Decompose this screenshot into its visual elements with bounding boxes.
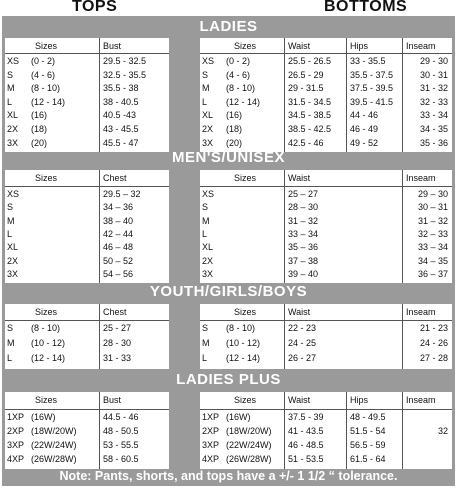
table-row xyxy=(200,425,452,439)
table-cell: (12 - 14) xyxy=(31,353,66,363)
table-cell: 28 - 30 xyxy=(103,338,132,348)
table-cell: L xyxy=(202,96,208,107)
table-cell: L xyxy=(7,353,13,363)
table-row xyxy=(5,55,169,69)
table-cell: 33 - 34 xyxy=(419,110,448,121)
table-row xyxy=(5,82,169,96)
table-cell: 48 - 50.5 xyxy=(103,426,139,436)
column-header: Sizes xyxy=(35,41,58,51)
table-cell: 29.5 – 32 xyxy=(103,189,141,199)
table-cell: 26.5 - 29 xyxy=(288,69,324,80)
table-cell: 61.5 - 64 xyxy=(350,454,386,464)
table-cell: S xyxy=(7,202,14,213)
table-cell: 44 - 46 xyxy=(350,110,379,121)
table-cell: 35 – 36 xyxy=(288,242,319,253)
table-cell: XL xyxy=(7,110,19,121)
table-row xyxy=(200,241,452,254)
table-row xyxy=(200,123,452,137)
tops-heading: TOPS xyxy=(72,0,118,15)
table-cell: 30 - 31 xyxy=(419,69,448,80)
table-cell: (10 - 12) xyxy=(226,338,261,348)
table-row xyxy=(5,228,169,241)
table-cell: (8 - 10) xyxy=(226,83,256,94)
ladies-tops-table xyxy=(5,38,169,152)
table-cell: 41 - 43.5 xyxy=(288,426,324,436)
table-cell: 38 - 40.5 xyxy=(103,96,139,107)
table-row xyxy=(200,109,452,123)
header-divider xyxy=(200,53,452,54)
table-row xyxy=(5,69,169,83)
column-header: Sizes xyxy=(35,307,58,317)
table-row xyxy=(200,201,452,214)
table-cell: L xyxy=(7,96,13,107)
table-cell: 22 - 23 xyxy=(288,323,317,333)
table-cell: 42 – 44 xyxy=(103,228,134,239)
table-cell: 29 - 31.5 xyxy=(288,83,324,94)
table-cell: (8 - 10) xyxy=(31,83,61,94)
table-cell: (8 - 10) xyxy=(226,323,256,333)
table-row xyxy=(5,453,169,467)
header-divider xyxy=(200,320,452,321)
table-row xyxy=(5,96,169,110)
section-title-men-s-unisex: MEN'S/UNISEX xyxy=(172,149,285,166)
table-cell: 33 – 34 xyxy=(288,228,319,239)
table-cell: 34 – 36 xyxy=(103,202,134,213)
table-cell: (18W/20W) xyxy=(226,426,272,436)
header-divider xyxy=(5,53,169,54)
table-cell: 29 – 30 xyxy=(417,189,448,199)
table-cell: 31 – 32 xyxy=(288,215,319,226)
table-cell: S xyxy=(202,202,209,213)
table-cell: (16W) xyxy=(226,412,251,422)
table-cell: 2XP xyxy=(202,426,220,436)
table-cell: 37.5 - 39 xyxy=(288,412,324,422)
table-cell: 3X xyxy=(7,268,19,279)
table-cell: 35.5 - 38 xyxy=(103,83,139,94)
table-cell: 32 xyxy=(437,426,448,436)
table-row xyxy=(200,215,452,228)
table-cell: (12 - 14) xyxy=(31,96,66,107)
table-row xyxy=(5,322,169,337)
column-header: Waist xyxy=(288,173,311,183)
table-cell: 2X xyxy=(202,124,214,134)
table-row xyxy=(5,425,169,439)
table-cell: 4XP xyxy=(202,454,220,464)
column-header: Sizes xyxy=(234,173,257,183)
table-cell: 48 - 49.5 xyxy=(350,412,386,422)
table-cell: 25 – 27 xyxy=(288,189,319,199)
men-s-unisex-bottoms-table xyxy=(200,170,452,283)
column-header: Bust xyxy=(103,395,122,405)
table-row xyxy=(5,337,169,352)
header-divider xyxy=(200,409,452,410)
table-cell: 53 - 55.5 xyxy=(103,440,139,450)
table-cell: 34 – 35 xyxy=(417,255,448,266)
table-cell: 4XP xyxy=(7,454,25,464)
table-cell: S xyxy=(202,323,209,333)
table-cell: 25 - 27 xyxy=(103,323,132,333)
table-row xyxy=(5,352,169,367)
table-cell: M xyxy=(202,215,210,226)
table-cell: M xyxy=(7,215,15,226)
ladies-plus-bottoms-table xyxy=(200,392,452,469)
table-row xyxy=(200,188,452,201)
table-cell: M xyxy=(202,338,210,348)
column-header: Chest xyxy=(103,307,127,317)
table-cell: L xyxy=(202,228,208,239)
table-row xyxy=(200,337,452,352)
table-cell: (10 - 12) xyxy=(31,338,66,348)
column-header: Inseam xyxy=(406,307,436,317)
table-cell: 54 – 56 xyxy=(103,268,134,279)
table-cell: XL xyxy=(7,242,19,253)
table-cell: (26W/28W) xyxy=(226,454,272,464)
table-cell: 44.5 - 46 xyxy=(103,412,139,422)
table-row xyxy=(200,55,452,69)
table-cell: 30 – 31 xyxy=(417,202,448,213)
table-cell: M xyxy=(7,83,15,94)
table-row xyxy=(5,411,169,425)
table-cell: 3X xyxy=(7,137,19,148)
table-cell: (16) xyxy=(31,110,48,121)
table-cell: 49 - 52 xyxy=(350,137,379,148)
column-header: Chest xyxy=(103,173,127,183)
table-cell: 37 – 38 xyxy=(288,255,319,266)
table-cell: 42.5 - 46 xyxy=(288,137,324,148)
table-cell: 28 – 30 xyxy=(288,202,319,213)
table-cell: 34 - 35 xyxy=(419,124,448,134)
table-cell: (16W) xyxy=(31,412,56,422)
column-header: Sizes xyxy=(234,395,257,405)
ladies-plus-tops-table xyxy=(5,392,169,469)
table-cell: (8 - 10) xyxy=(31,323,61,333)
table-cell: 31.5 - 34.5 xyxy=(288,96,332,107)
table-cell: 35.5 - 37.5 xyxy=(350,69,394,80)
table-cell: 46 – 48 xyxy=(103,242,134,253)
table-cell: M xyxy=(202,83,210,94)
table-cell: 35 - 36 xyxy=(419,137,448,148)
table-cell: 40.5 -43 xyxy=(103,110,137,121)
table-row xyxy=(200,322,452,337)
table-cell: 33 - 35.5 xyxy=(350,56,386,66)
ladies-bottoms-table xyxy=(200,38,452,152)
table-cell: XS xyxy=(7,56,20,66)
table-cell: (26W/28W) xyxy=(31,454,77,464)
table-row xyxy=(200,96,452,110)
table-cell: S xyxy=(7,69,14,80)
table-cell: 27 - 28 xyxy=(419,353,448,363)
column-header: Inseam xyxy=(406,41,436,51)
table-row xyxy=(5,188,169,201)
table-cell: (18) xyxy=(226,124,243,134)
table-cell: XL xyxy=(202,110,214,121)
table-cell: 31 - 33 xyxy=(103,353,132,363)
table-cell: 2X xyxy=(202,255,214,266)
section-title-ladies: LADIES xyxy=(199,18,258,35)
table-cell: 32 - 33 xyxy=(419,96,448,107)
table-cell: 39 – 40 xyxy=(288,268,319,279)
table-cell: 24 - 26 xyxy=(419,338,448,348)
table-cell: 2XP xyxy=(7,426,25,436)
table-cell: (22W/24W) xyxy=(226,440,272,450)
table-cell: 25.5 - 26.5 xyxy=(288,56,332,66)
header-divider xyxy=(5,320,169,321)
table-row xyxy=(5,201,169,214)
header-divider xyxy=(5,409,169,410)
bottoms-heading: BOTTOMS xyxy=(324,0,408,15)
table-row xyxy=(200,228,452,241)
table-cell: (12 - 14) xyxy=(226,353,261,363)
table-row xyxy=(200,69,452,83)
table-row xyxy=(200,411,452,425)
table-cell: 3X xyxy=(202,268,214,279)
table-cell: 43 - 45.5 xyxy=(103,124,139,134)
youth-girls-boys-bottoms-table xyxy=(200,304,452,369)
table-row xyxy=(5,123,169,137)
table-cell: (0 - 2) xyxy=(226,56,251,66)
table-cell: (16) xyxy=(226,110,243,121)
table-cell: 3X xyxy=(202,137,214,148)
table-cell: XL xyxy=(202,242,214,253)
table-cell: 51.5 - 54 xyxy=(350,426,386,436)
table-row xyxy=(200,255,452,268)
table-cell: (20) xyxy=(31,137,48,148)
header-divider xyxy=(5,186,169,187)
table-cell: 2X xyxy=(7,124,19,134)
table-row xyxy=(200,439,452,453)
table-row xyxy=(5,255,169,268)
table-cell: XS xyxy=(202,56,215,66)
table-cell: 45.5 - 47 xyxy=(103,137,139,148)
table-row xyxy=(5,439,169,453)
table-row xyxy=(200,453,452,467)
table-cell: 26 - 27 xyxy=(288,353,317,363)
table-cell: 51 - 53.5 xyxy=(288,454,324,464)
table-cell: 33 – 34 xyxy=(417,242,448,253)
table-cell: (18) xyxy=(31,124,48,134)
column-header: Sizes xyxy=(234,41,257,51)
section-title-ladies-plus: LADIES PLUS xyxy=(176,371,281,388)
table-cell: (18W/20W) xyxy=(31,426,77,436)
column-header: Bust xyxy=(103,41,122,51)
table-row xyxy=(5,109,169,123)
table-cell: 46 - 48.5 xyxy=(288,440,324,450)
table-cell: 29.5 - 32.5 xyxy=(103,56,147,66)
table-cell: (12 - 14) xyxy=(226,96,261,107)
table-cell: XS xyxy=(7,189,20,199)
table-cell: 37.5 - 39.5 xyxy=(350,83,394,94)
table-cell: L xyxy=(202,353,208,363)
table-cell: 58 - 60.5 xyxy=(103,454,139,464)
table-cell: S xyxy=(7,323,14,333)
section-title-youth-girls-boys: YOUTH/GIRLS/BOYS xyxy=(149,283,308,300)
size-chart xyxy=(2,16,455,486)
column-header: Inseam xyxy=(406,395,436,405)
table-cell: 46 - 49 xyxy=(350,124,379,134)
table-cell: 21 - 23 xyxy=(419,323,448,333)
table-cell: (0 - 2) xyxy=(31,56,56,66)
table-cell: 32.5 - 35.5 xyxy=(103,69,147,80)
table-cell: 24 - 25 xyxy=(288,338,317,348)
column-header: Inseam xyxy=(406,173,436,183)
table-cell: (22W/24W) xyxy=(31,440,77,450)
table-cell: 39.5 - 41.5 xyxy=(350,96,394,107)
table-cell: M xyxy=(7,338,15,348)
column-header: Sizes xyxy=(35,173,58,183)
table-cell: 1XP xyxy=(7,412,25,422)
table-cell: 31 - 32 xyxy=(419,83,448,94)
column-header: Hips xyxy=(350,41,369,51)
table-cell: (4 - 6) xyxy=(226,69,251,80)
tolerance-note: Note: Pants, shorts, and tops have a +/- 1 1/2 “ tolerance. xyxy=(59,469,398,483)
table-cell: 38.5 - 42.5 xyxy=(288,124,332,134)
table-cell: 36 – 37 xyxy=(417,268,448,279)
table-cell: 32 – 33 xyxy=(417,228,448,239)
table-cell: 3XP xyxy=(202,440,220,450)
column-header: Waist xyxy=(288,307,311,317)
table-cell: 3XP xyxy=(7,440,25,450)
table-row xyxy=(5,241,169,254)
table-row xyxy=(200,352,452,367)
column-header: Sizes xyxy=(234,307,257,317)
table-cell: (4 - 6) xyxy=(31,69,56,80)
header-divider xyxy=(200,186,452,187)
table-cell: XS xyxy=(202,189,215,199)
table-cell: 31 – 32 xyxy=(417,215,448,226)
table-cell: 38 – 40 xyxy=(103,215,134,226)
column-header: Hips xyxy=(350,395,369,405)
table-cell: 50 – 52 xyxy=(103,255,134,266)
table-cell: S xyxy=(202,69,209,80)
table-row xyxy=(200,82,452,96)
table-cell: L xyxy=(7,228,13,239)
column-header: Sizes xyxy=(35,395,58,405)
youth-girls-boys-tops-table xyxy=(5,304,169,369)
table-cell: 1XP xyxy=(202,412,220,422)
table-cell: 56.5 - 59 xyxy=(350,440,386,450)
table-cell: 34.5 - 38.5 xyxy=(288,110,332,121)
men-s-unisex-tops-table xyxy=(5,170,169,283)
table-cell: 29 - 30 xyxy=(419,56,448,66)
column-header: Waist xyxy=(288,41,311,51)
table-cell: 2X xyxy=(7,255,19,266)
table-row xyxy=(5,215,169,228)
table-cell: (20) xyxy=(226,137,243,148)
column-header: Waist xyxy=(288,395,311,405)
